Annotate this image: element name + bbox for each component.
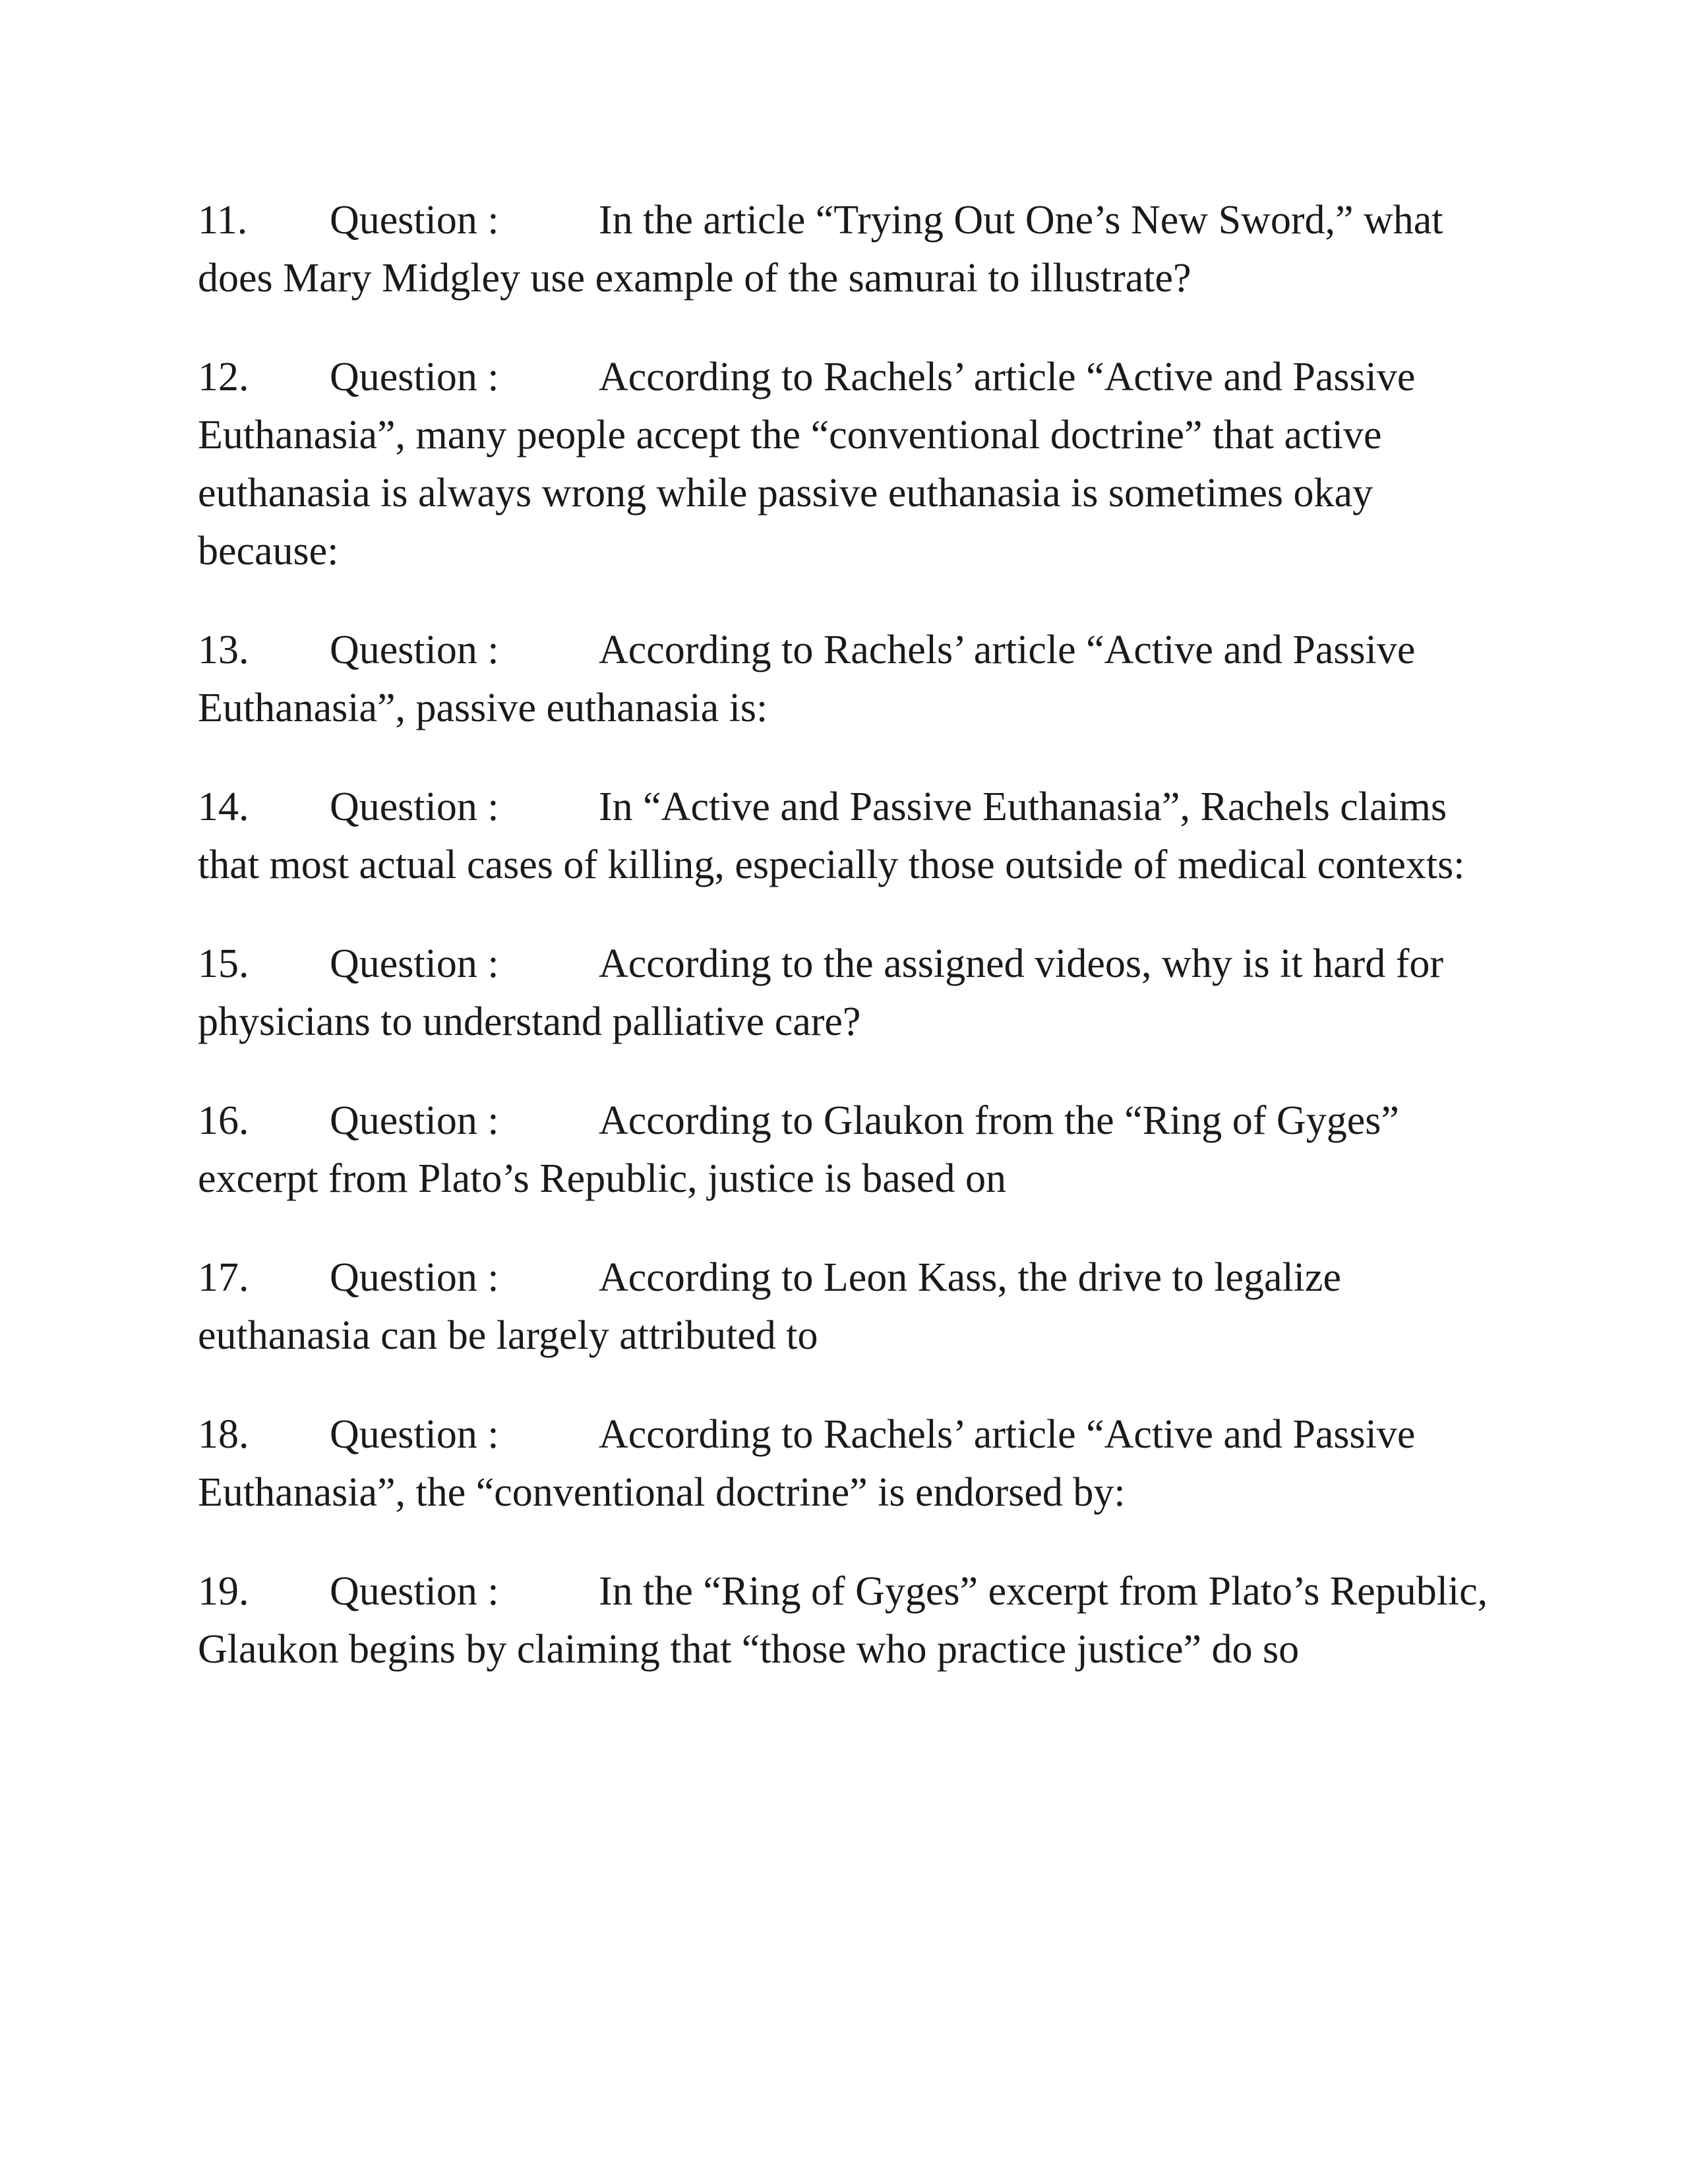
question-number: 16.	[198, 1098, 249, 1143]
question-19	[198, 1562, 1517, 1678]
question-number: 15.	[198, 941, 249, 986]
question-number: 12.	[198, 355, 249, 399]
question-label: Question :	[330, 1412, 499, 1457]
question-number: 13.	[198, 628, 249, 672]
question-text: According to Rachels’ article “Active and Passive Euthanasia”, many people accept the “conventional doctrine” that active euthanasia is always wrong while passive euthanasia is sometimes okay because:	[198, 355, 1416, 574]
question-text: According to Rachels’ article “Active and Passive Euthanasia”, passive euthanasia is:	[198, 628, 1416, 730]
question-text: In the “Ring of Gyges” excerpt from Plato’s Republic, Glaukon begins by claiming that “those who practice justice” do so	[198, 1569, 1488, 1672]
question-label: Question :	[330, 355, 499, 399]
question-number: 18.	[198, 1412, 249, 1457]
question-text: According to Rachels’ article “Active and Passive Euthanasia”, the “conventional doctrine” is endorsed by:	[198, 1412, 1416, 1515]
question-12	[198, 348, 1517, 580]
question-11	[198, 191, 1517, 307]
question-text: According to Glaukon from the “Ring of Gyges” excerpt from Plato’s Republic, justice is based on	[198, 1098, 1399, 1201]
question-text: In “Active and Passive Euthanasia”, Rachels claims that most actual cases of killing, especially those outside of medical contexts:	[198, 784, 1465, 887]
question-16	[198, 1092, 1517, 1208]
question-number: 11.	[198, 198, 248, 243]
question-13	[198, 621, 1517, 737]
question-label: Question :	[330, 1255, 499, 1300]
question-label: Question :	[330, 198, 499, 243]
question-15	[198, 935, 1517, 1051]
question-number: 19.	[198, 1569, 249, 1614]
question-label: Question :	[330, 784, 499, 829]
question-number: 17.	[198, 1255, 249, 1300]
question-text: In the article “Trying Out One’s New Sword,” what does Mary Midgley use example of the samurai to illustrate?	[198, 198, 1443, 301]
question-label: Question :	[330, 1098, 499, 1143]
question-text: According to the assigned videos, why is it hard for physicians to understand palliative care?	[198, 941, 1444, 1044]
question-label: Question :	[330, 628, 499, 672]
question-number: 14.	[198, 784, 249, 829]
question-18	[198, 1405, 1517, 1521]
question-text: According to Leon Kass, the drive to legalize euthanasia can be largely attributed to	[198, 1255, 1341, 1358]
question-label: Question :	[330, 941, 499, 986]
question-label: Question :	[330, 1569, 499, 1614]
question-14	[198, 778, 1517, 894]
question-17	[198, 1249, 1517, 1365]
document-page	[198, 191, 1517, 1719]
